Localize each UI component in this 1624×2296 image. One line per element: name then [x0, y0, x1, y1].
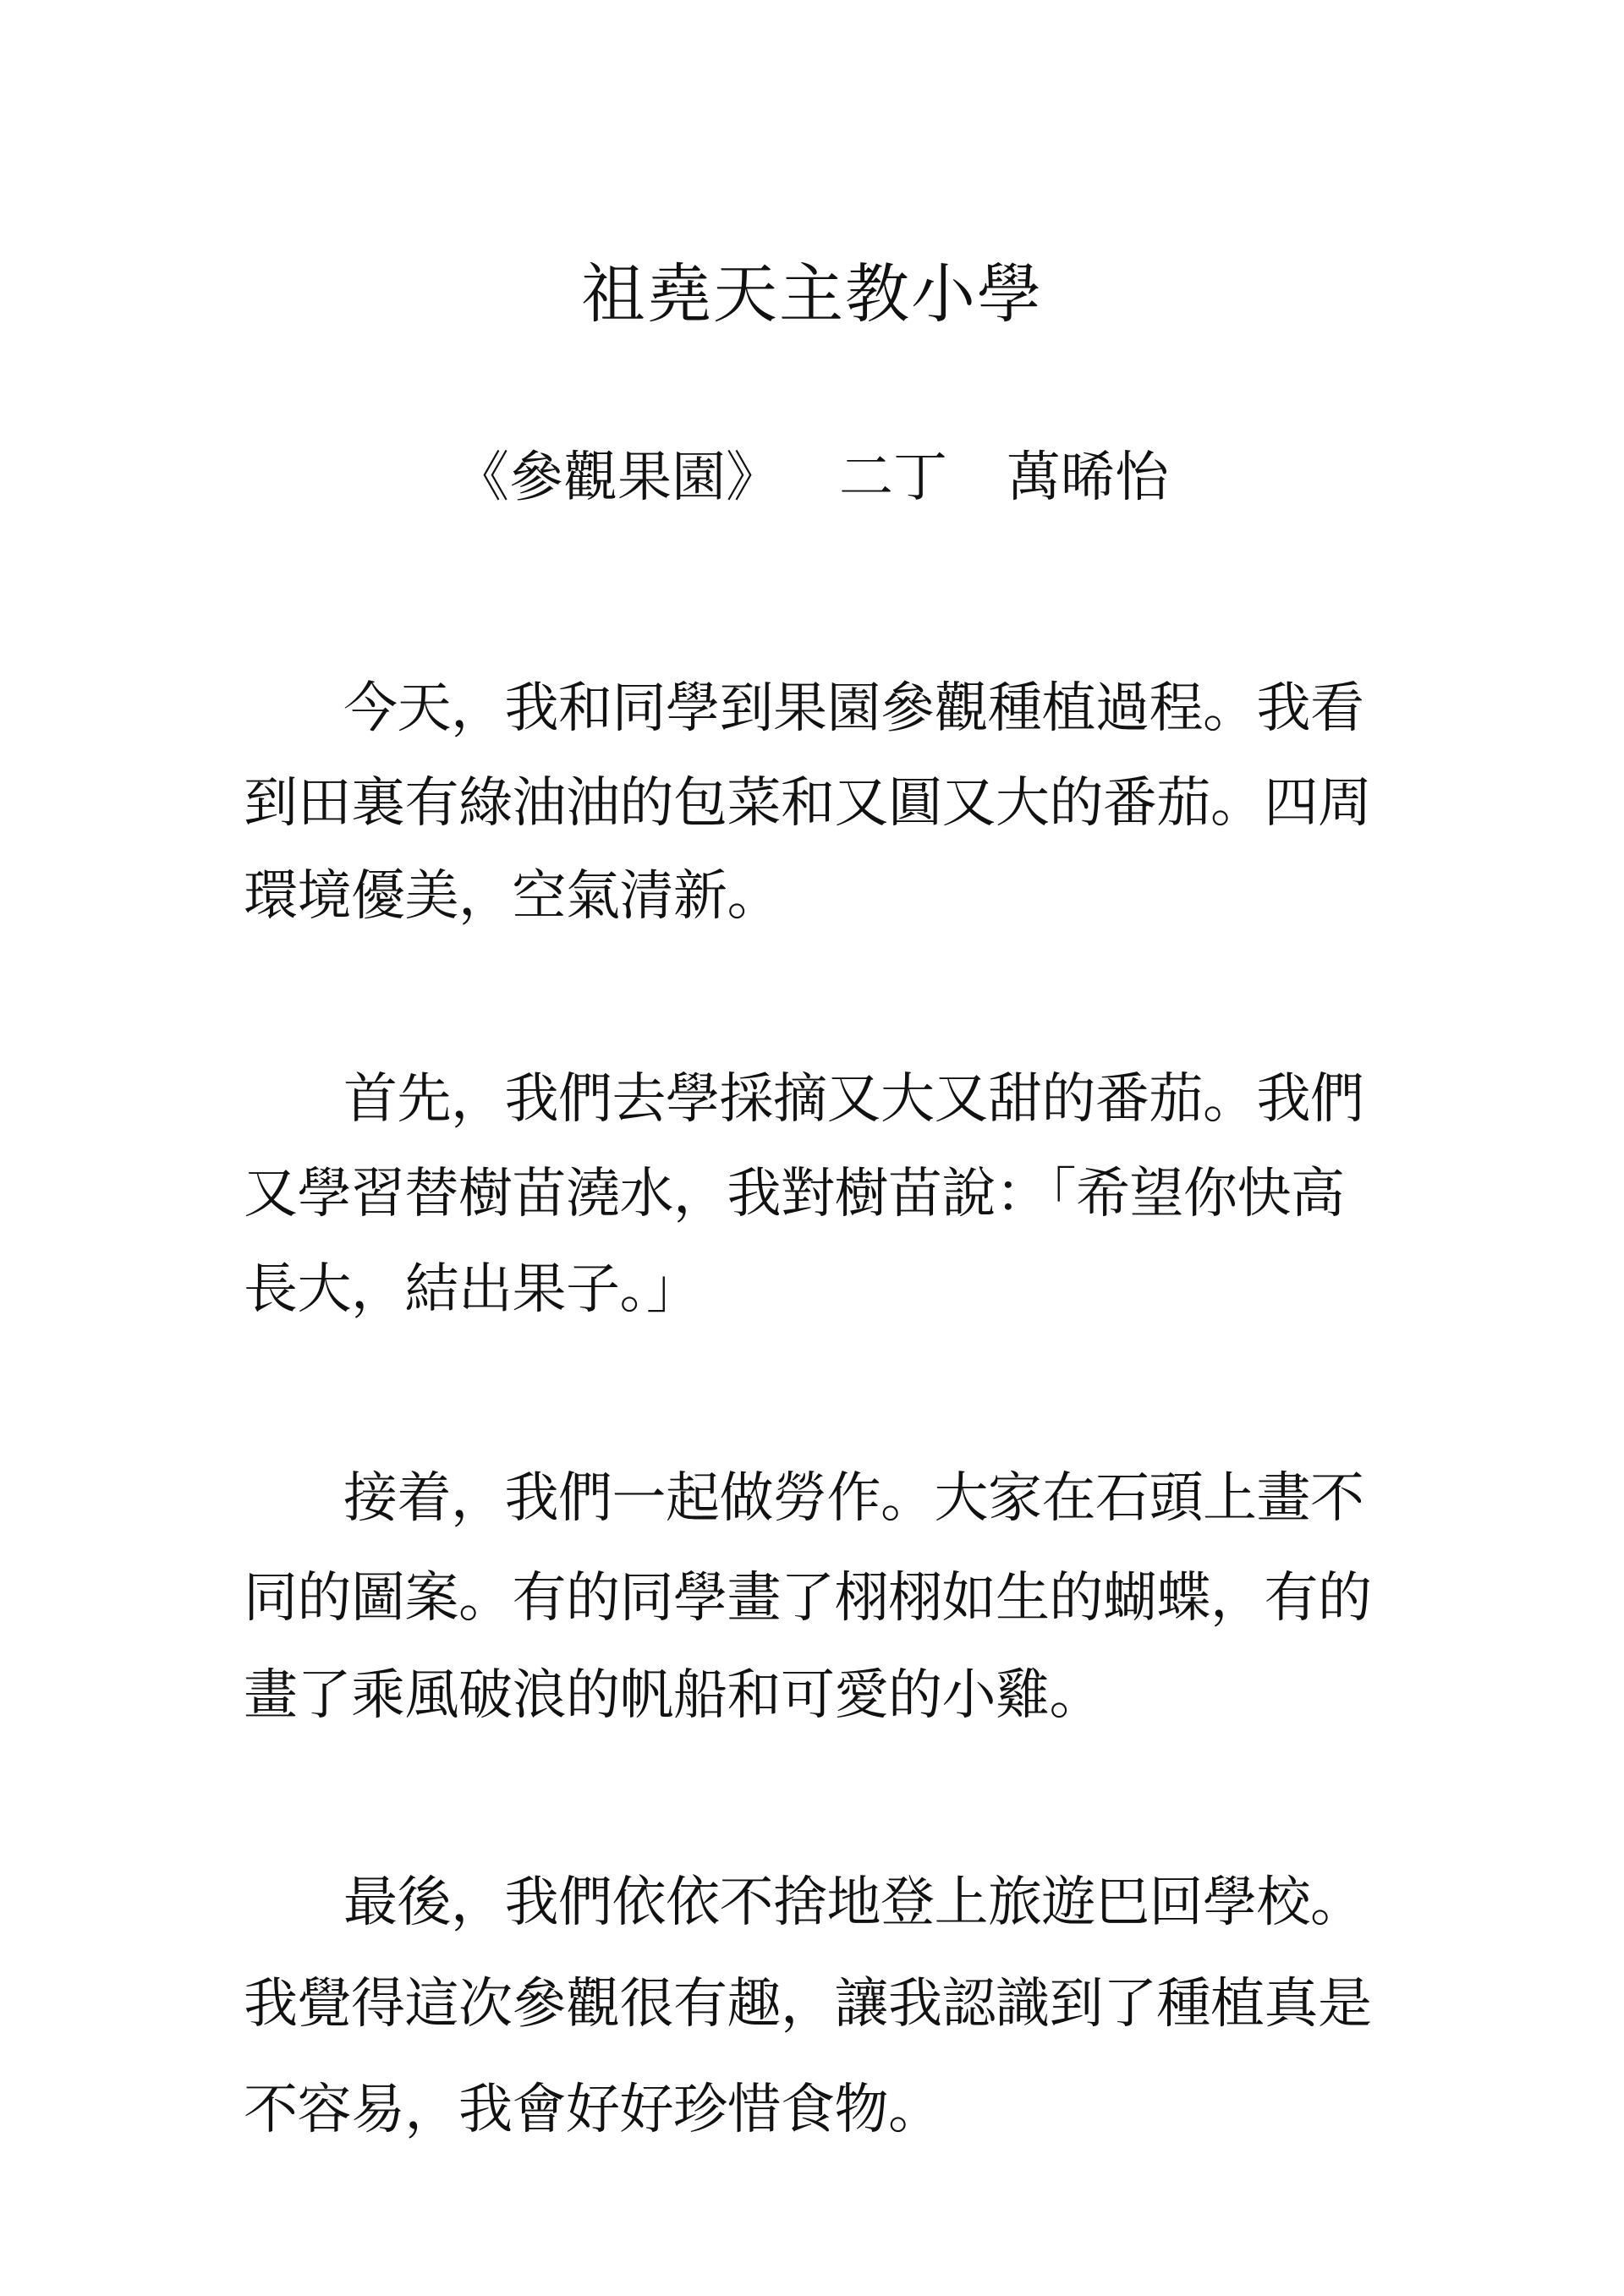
school-name: 祖堯天主教小學: [581, 256, 1043, 332]
paragraph-3-line-3: 畫了乘風破浪的帆船和可愛的小雞。: [244, 1664, 1103, 1727]
paragraph-1-line-2: 到田裏有綠油油的包菜和又圓又大的番茄。四周: [244, 772, 1372, 835]
student-name: 萬晞怡: [1007, 447, 1169, 509]
paragraph-2-line-2: 又學習替樹苗澆水，我對樹苗說：「希望你快高: [244, 1163, 1345, 1225]
paragraph-4-line-2: 我覺得這次參觀很有趣，讓我認識到了種植真是: [244, 1973, 1372, 2036]
paragraph-4-line-3: 不容易，我會好好珍惜食物。: [244, 2079, 942, 2141]
paragraph-3-line-1: 接着，我們一起做勞作。大家在石頭上畫不: [343, 1467, 1364, 1530]
paragraph-4-line-1: 最後，我們依依不捨地登上旅遊巴回學校。: [343, 1871, 1364, 1934]
paragraph-2-line-3: 長大，結出果子。」: [244, 1258, 700, 1321]
student-class: 二丁: [839, 447, 947, 509]
paragraph-1-line-1: 今天，我和同學到果園參觀種植過程。我看: [343, 677, 1364, 740]
paragraph-2-line-1: 首先，我們去學採摘又大又甜的番茄。我們: [343, 1068, 1364, 1131]
essay-title: 《參觀果園》: [455, 447, 780, 509]
paragraph-3-line-2: 同的圖案。有的同學畫了栩栩如生的蝴蝶，有的: [244, 1567, 1372, 1630]
paragraph-1-line-3: 環境優美，空氣清新。: [244, 865, 781, 928]
essay-heading: [0, 440, 1624, 516]
